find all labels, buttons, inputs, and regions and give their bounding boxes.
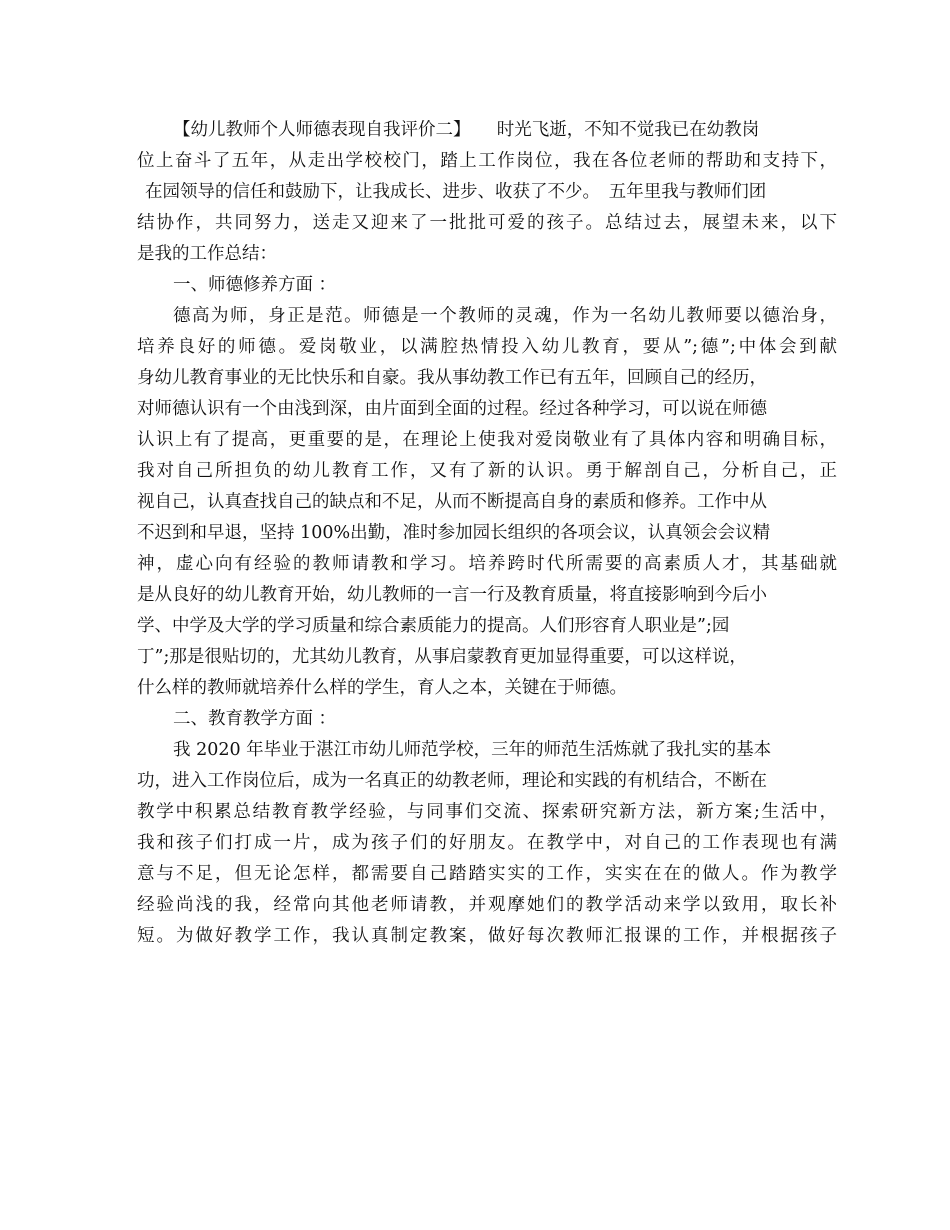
paragraph-line: 意与不足，但无论怎样，都需要自己踏踏实实的工作，实实在在的做人。作为教学 bbox=[137, 864, 837, 884]
paragraph-line: 教学中积累总结教育教学经验，与同事们交流、探索研究新方法，新方案;生活中， bbox=[137, 802, 837, 822]
paragraph-line: 身幼儿教育事业的无比快乐和自豪。我从事幼教工作已有五年，回顾自己的经历， bbox=[137, 368, 767, 388]
paragraph-line: 是我的工作总结： bbox=[137, 244, 277, 264]
section-heading: 二、教育教学方面 ： bbox=[173, 709, 337, 729]
paragraph-line: 丁”;那是很贴切的，尤其幼儿教育，从事启蒙教育更加显得重要，可以这样说， bbox=[137, 647, 747, 667]
paragraph-line: 什么样的教师就培养什么样的学生，育人之本，关键在于师德。 bbox=[137, 678, 627, 698]
paragraph-line: 我对自己所担负的幼儿教育工作，又有了新的认识。勇于解剖自己，分析自己，正 bbox=[137, 461, 837, 481]
paragraph-line: 我和孩子们打成一片，成为孩子们的好朋友。在教学中，对自己的工作表现也有满 bbox=[137, 833, 837, 853]
paragraph-line: 我 2020 年毕业于湛江市幼儿师范学校，三年的师范生活炼就了我扎实的基本 bbox=[173, 740, 772, 760]
paragraph-line: 【幼儿教师个人师德表现自我评价二】 时光飞逝，不知不觉我已在幼教岗 bbox=[173, 120, 760, 140]
paragraph-line: 不迟到和早退，坚持 100%出勤，准时参加园长组织的各项会议，认真领会会议精 bbox=[137, 523, 771, 543]
paragraph-line: 视自己，认真查找自己的缺点和不足，从而不断提高自身的素质和修养。工作中从 bbox=[137, 492, 767, 512]
paragraph-line: 经验尚浅的我，经常向其他老师请教，并观摩她们的教学活动来学以致用，取长补 bbox=[137, 895, 837, 915]
paragraph-line: 结协作，共同努力，送走又迎来了一批批可爱的孩子。总结过去，展望未来，以下 bbox=[137, 213, 837, 233]
paragraph-line: 在园领导的信任和鼓励下，让我成长、进步、收获了不少。 五年里我与教师们团 bbox=[145, 182, 767, 202]
paragraph-line: 对师德认识有一个由浅到深，由片面到全面的过程。经过各种学习，可以说在师德 bbox=[137, 399, 767, 419]
paragraph-line: 学、中学及大学的学习质量和综合素质能力的提高。人们形容育人职业是”;园 bbox=[137, 616, 730, 636]
paragraph-line: 是从良好的幼儿教育开始，幼儿教师的一言一行及教育质量，将直接影响到今后小 bbox=[137, 585, 767, 605]
paragraph-line: 神，虚心向有经验的教师请教和学习。培养跨时代所需要的高素质人才，其基础就 bbox=[137, 554, 837, 574]
paragraph-line: 位上奋斗了五年，从走出学校校门，踏上工作岗位，我在各位老师的帮助和支持下， bbox=[137, 151, 837, 171]
paragraph-line: 认识上有了提高，更重要的是，在理论上使我对爱岗敬业有了具体内容和明确目标， bbox=[137, 430, 837, 450]
document-body bbox=[137, 115, 837, 952]
paragraph-line: 短。为做好教学工作，我认真制定教案，做好每次教师汇报课的工作，并根据孩子 bbox=[137, 926, 837, 946]
paragraph-line: 培养良好的师德。爱岗敬业，以满腔热情投入幼儿教育，要从”;德”;中体会到献 bbox=[137, 337, 837, 357]
paragraph-line: 功，进入工作岗位后，成为一名真正的幼教老师，理论和实践的有机结合，不断在 bbox=[137, 771, 767, 791]
paragraph-line: 德高为师，身正是范。师德是一个教师的灵魂，作为一名幼儿教师要以德治身， bbox=[173, 306, 837, 326]
section-heading: 一、师德修养方面 ： bbox=[173, 275, 337, 295]
